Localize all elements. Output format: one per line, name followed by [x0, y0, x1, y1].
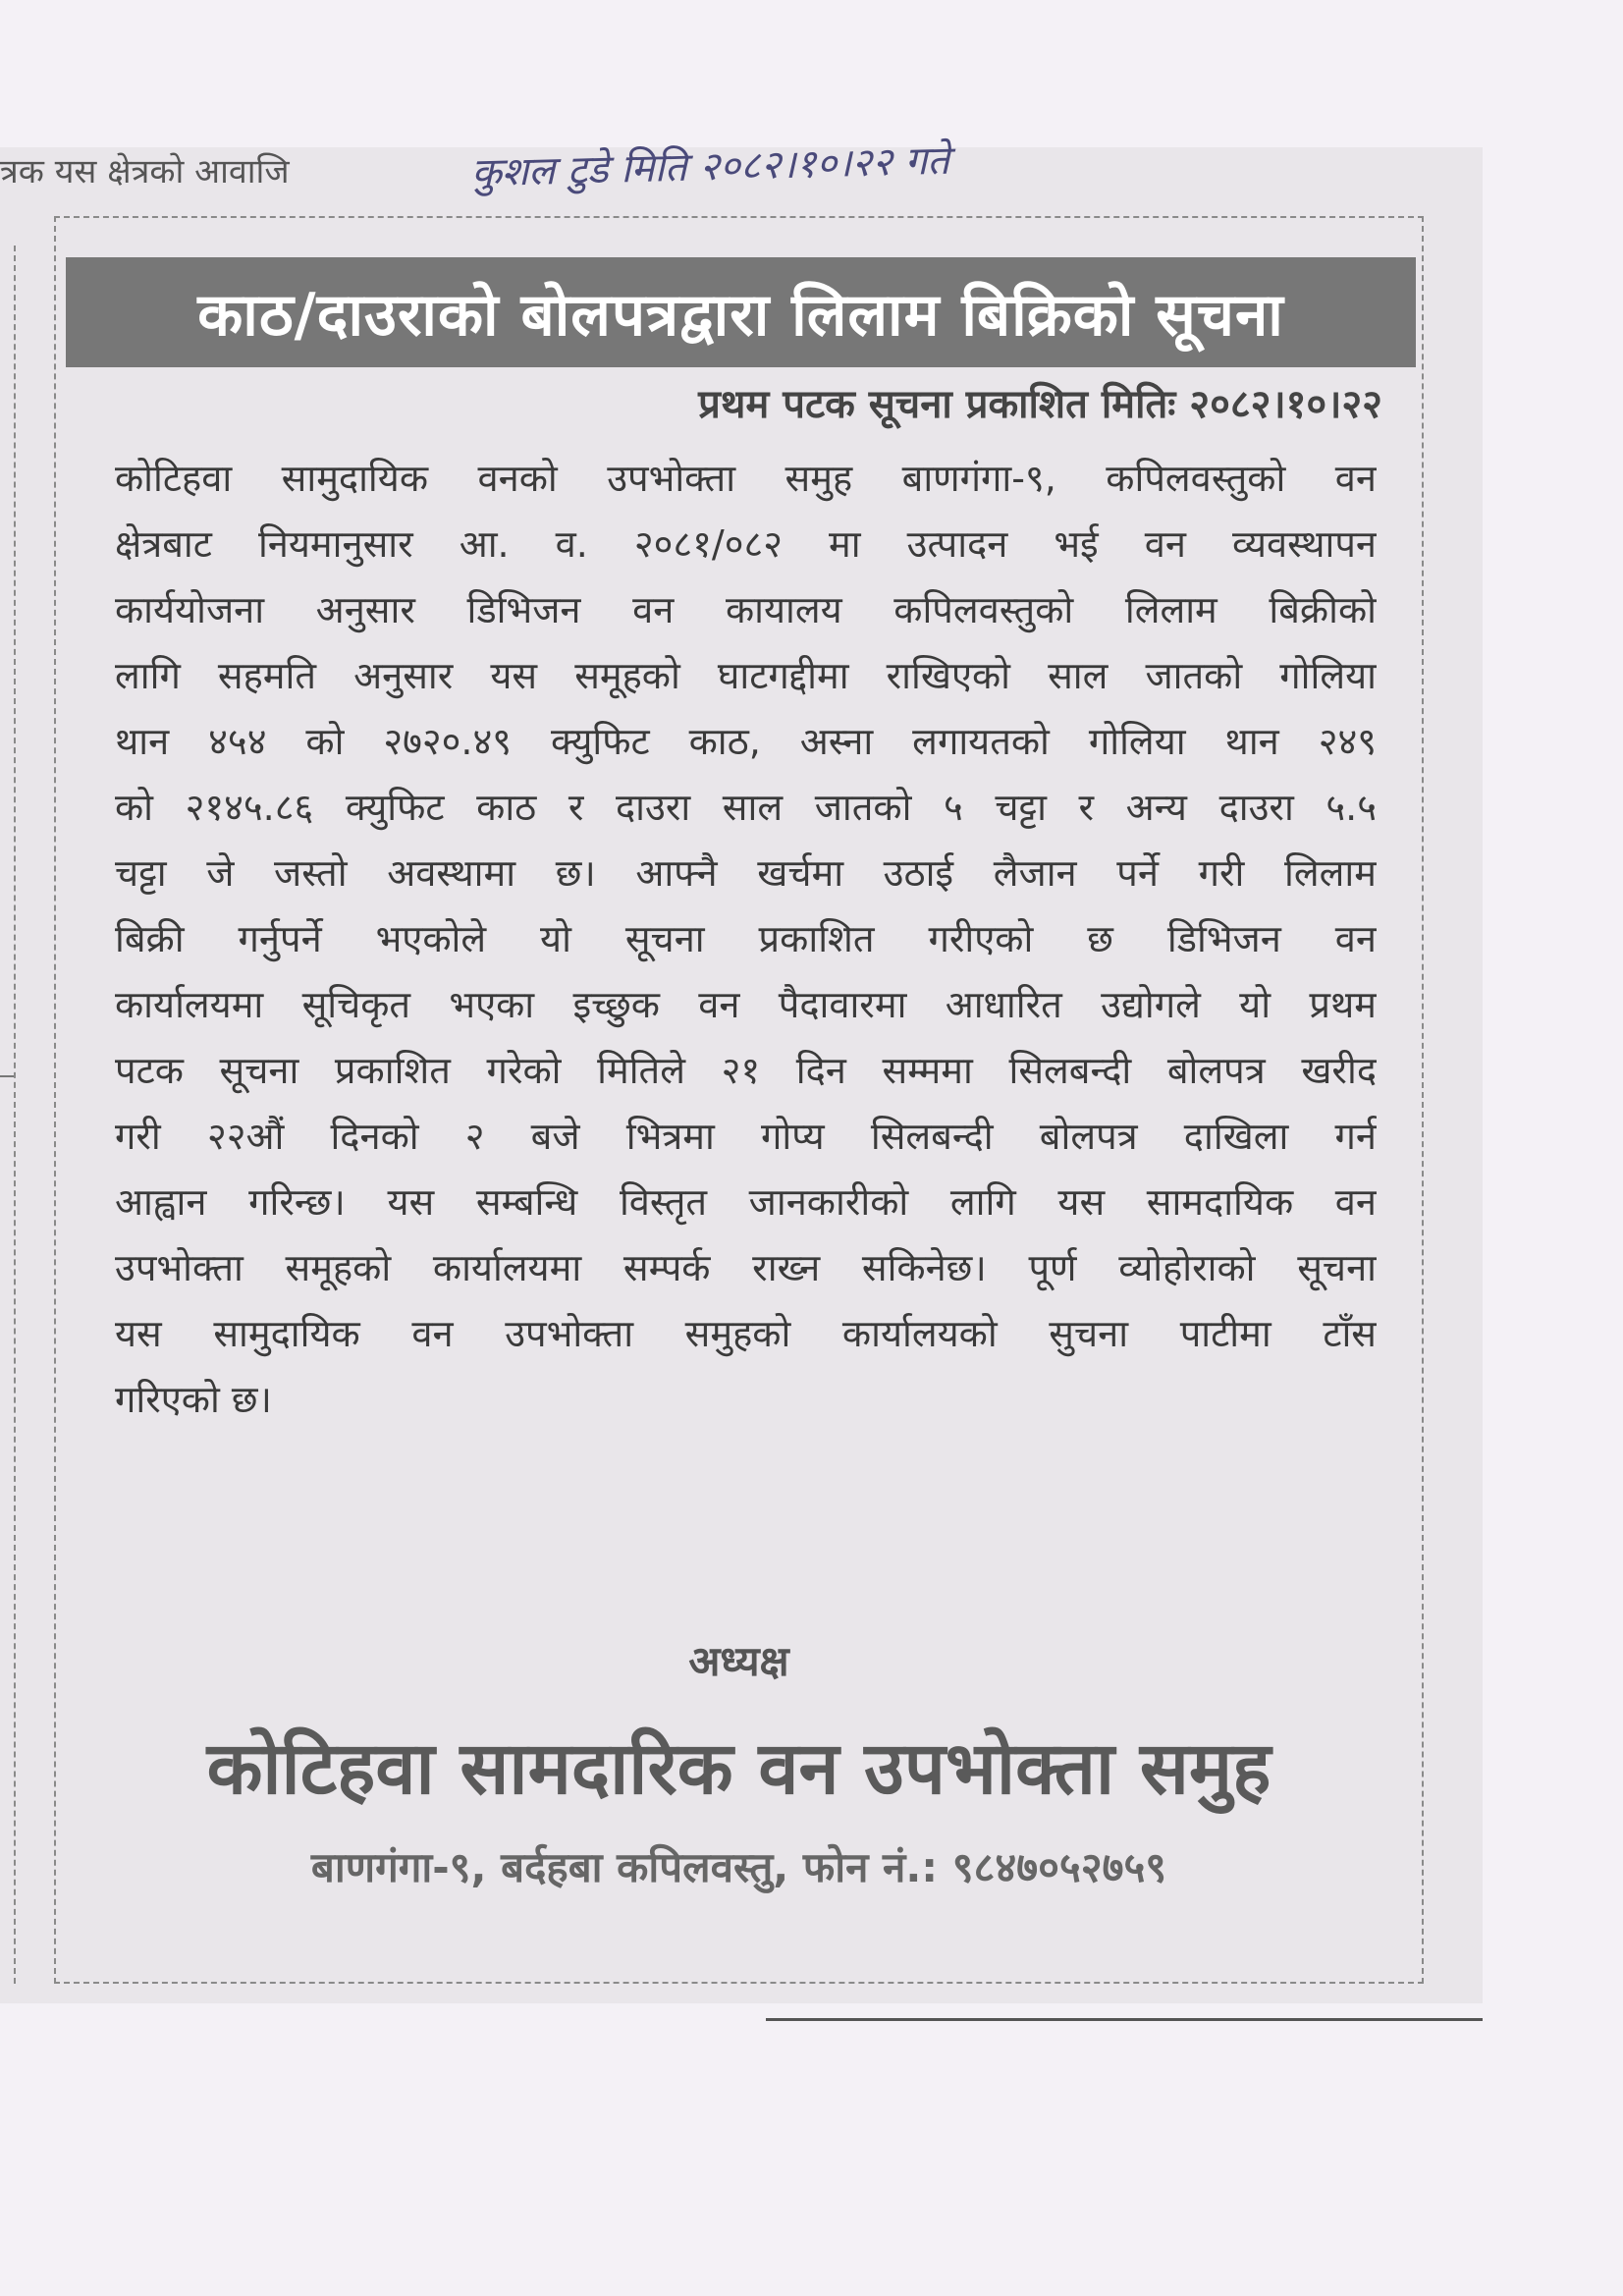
handwritten-note: कुशल टुडे मिति २०८२।१०।२२ गते	[470, 137, 950, 196]
body-line: कोटिहवा सामुदायिक वनको उपभोक्ता समुह बाणगंगा-९, कपिलवस्तुको वन	[115, 457, 1377, 500]
body-line: यस सामुदायिक वन उपभोक्ता समुहको कार्यालयको सुचना पाटीमा टाँस	[115, 1312, 1377, 1355]
body-line: बिक्री गर्नुपर्ने भएकोले यो सूचना प्रकाशित गरीएको छ डिभिजन वन	[115, 917, 1377, 960]
body-line: गरिएको छ।	[115, 1378, 272, 1421]
signatory-title: अध्यक्ष	[688, 1637, 789, 1685]
body-line: कार्ययोजना अनुसार डिभिजन वन कायालय कपिलवस्तुको लिलाम बिक्रीको	[115, 588, 1377, 631]
body-line: लागि सहमति अनुसार यस समूहको घाटगद्दीमा राखिएको साल जातको गोलिया	[115, 654, 1377, 697]
body-line: क्षेत्रबाट नियमानुसार आ. व. २०८१/०८२ मा उत्पादन भई वन व्यवस्थापन	[115, 522, 1377, 566]
cut-off-text: त्रक यस क्षेत्रको आवाजि	[0, 152, 290, 191]
left-column-border	[0, 246, 16, 1984]
notice-title-banner	[66, 257, 1416, 367]
published-date: प्रथम पटक सूचना प्रकाशित मितिः २०८२।१०।२२	[698, 382, 1382, 427]
body-line: पटक सूचना प्रकाशित गरेको मितिले २१ दिन सम्ममा सिलबन्दी बोलपत्र खरीद	[115, 1049, 1377, 1092]
body-line: थान ४५४ को २७२०.४९ क्युफिट काठ, अस्ना लगायतको गोलिया थान २४९	[115, 720, 1377, 763]
body-line: कार्यालयमा सूचिकृत भएका इच्छुक वन पैदावारमा आधारित उद्योगले यो प्रथम	[115, 983, 1377, 1026]
left-column-divider	[0, 1075, 14, 1077]
body-line: चट्टा जे जस्तो अवस्थामा छ। आफ्नै खर्चमा उठाई लैजान पर्ने गरी लिलाम	[115, 851, 1377, 895]
notice-box	[54, 216, 1424, 1984]
body-line: उपभोक्ता समूहको कार्यालयमा सम्पर्क राख्न सकिनेछ। पूर्ण व्योहोराको सूचना	[115, 1246, 1377, 1289]
organization-name: कोटिहवा सामदारिक वन उपभोक्ता समुह	[206, 1726, 1271, 1811]
body-line: को २१४५.८६ क्युफिट काठ र दाउरा साल जातको ५ चट्टा र अन्य दाउरा ५.५	[115, 786, 1377, 829]
body-line: गरी २२औं दिनको २ बजे भित्रमा गोप्य सिलबन्दी बोलपत्र दाखिला गर्न	[115, 1115, 1377, 1158]
notice-title: काठ/दाउराको बोलपत्रद्वारा लिलाम बिक्रिको सूचना	[197, 281, 1284, 350]
bottom-rule	[766, 2018, 1483, 2021]
notice-body	[115, 446, 1377, 1433]
organization-address: बाणगंगा-९, बर्दहबा कपिलवस्तु, फोन नं.: ९८४७०५२७५९	[310, 1843, 1167, 1891]
body-line: आह्वान गरिन्छ। यस सम्बन्धि विस्तृत जानकारीको लागि यस सामदायिक वन	[115, 1180, 1377, 1224]
